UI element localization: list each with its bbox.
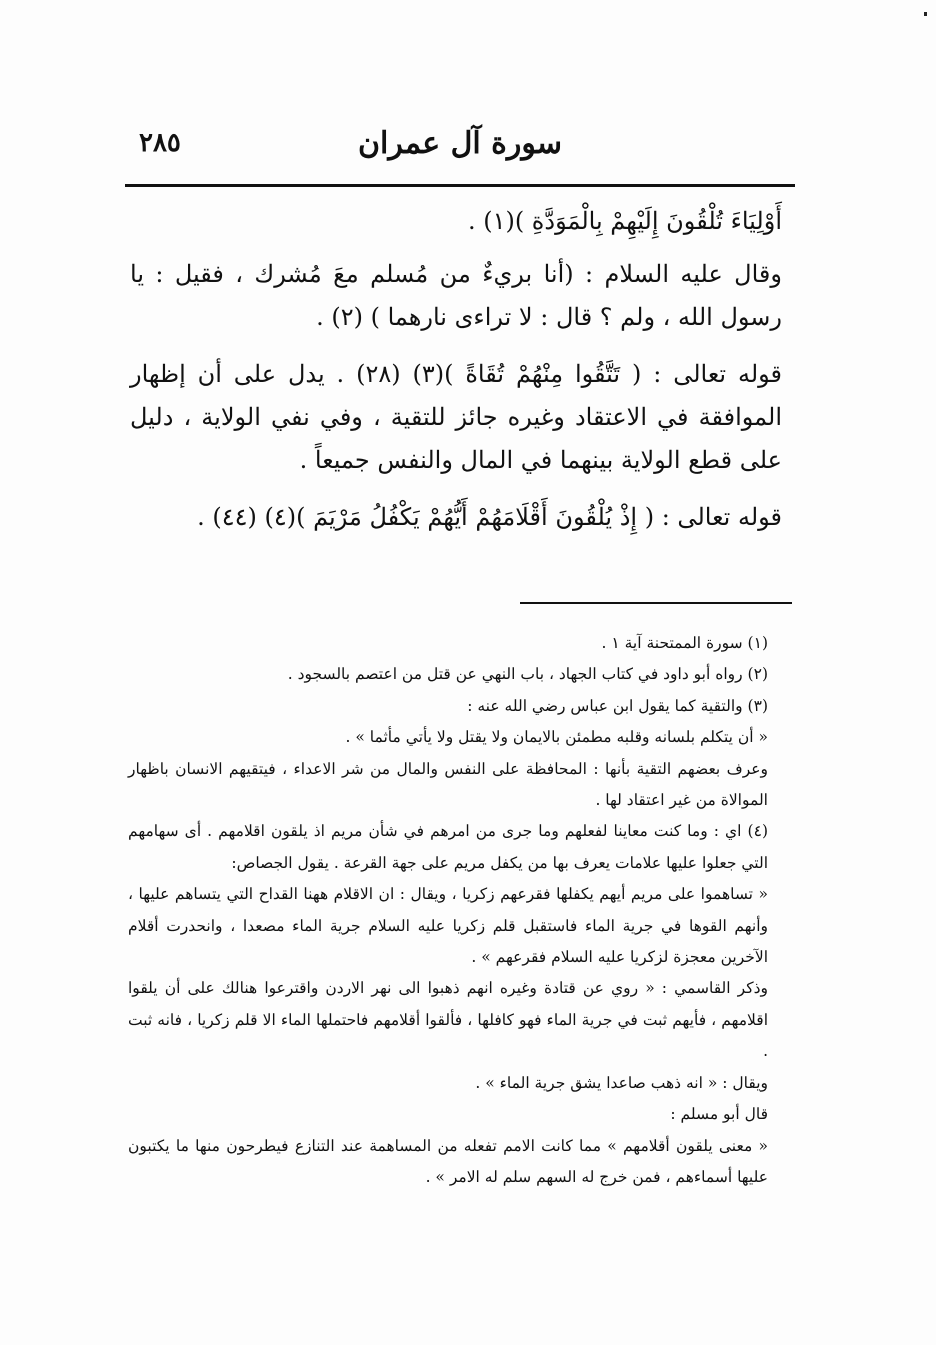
- footnote-text: وعرف بعضهم التقية بأنها : المحافظة على النفس والمال من شر الاعداء ، فيتقيهم الانسان باظهار الموالاة من غير اعتقاد لها .: [128, 759, 768, 810]
- main-paragraph: وقال عليه السلام : (أنا بريءٌ من مُسلم معَ مُشرك ، فقيل : يا رسول الله ، ولم ؟ قال : لا تراءى نارهما ) (٢) .: [130, 260, 782, 331]
- page-number: ٢٨٥: [139, 128, 181, 158]
- footnote: (٣) والتقية كما يقول ابن عباس رضي الله عنه :: [467, 696, 768, 715]
- main-paragraph: قوله تعالى : ( تَتَّقُوا مِنْهُمْ تُقَاةً )(٣) (٢٨) . يدل على أن إظهار الموافقة في الاعتقاد وغيره جائز للتقية ، وفي نفي الولاية ، دليل على قطع الولاية بينهما في المال والنفس جميعاً .: [130, 360, 783, 474]
- footnote-quote: « أن يتكلم بلسانه وقلبه مطمئن بالايمان ولا يقتل ولا يأتي مأثما » .: [345, 728, 768, 747]
- footnote-text: وذكر القاسمي : « روي عن قتادة وغيره انهم ذهبوا الى نهر الاردن واقترعوا هنالك على أن يلقوا اقلامهم ، فأيهم ثبت في جرية الماء فهو كافلها ، فألقوا أقلامهم فاحتملها الماء الا قلم زكريا ، فانه ثبت .: [128, 979, 768, 1061]
- header-rule: [125, 184, 795, 187]
- page-header: [125, 120, 795, 170]
- main-paragraph: قوله تعالى : ( إِذْ يُلْقُونَ أَقْلَامَهُمْ أَيُّهُمْ يَكْفُلُ مَرْيَمَ )(٤) (٤٤) .: [197, 503, 782, 531]
- surah-title: سورة آل عمران: [357, 126, 563, 161]
- main-paragraph: أَوْلِيَاءَ تُلْقُونَ إِلَيْهِمْ بِالْمَوَدَّةِ )(١) .: [467, 207, 782, 235]
- footnotes: [128, 628, 796, 1193]
- footnote: (٤) اي : وما كنت معاينا لفعلهم وما جرى من امرهم في شأن مريم اذ يلقون اقلامهم . أى سهامهم التي جعلوا عليها علامات يعرف بها من يكفل مريم على جهة القرعة . يقول الجصاص:: [128, 822, 768, 872]
- footnote: (٢) رواه أبو داود في كتاب الجهاد ، باب النهي عن قتل من اعتصم بالسجود .: [287, 665, 768, 684]
- footnote-rule: [520, 602, 792, 604]
- footnote-text: قال أبو مسلم :: [670, 1105, 768, 1124]
- footnote-text: ويقال : « انه ذهب صاعدا يشق جرية الماء » .: [475, 1073, 768, 1092]
- scan-speck: [924, 12, 927, 16]
- footnote-quote: « معنى يلقون أقلامهم » مما كانت الامم تفعله من المساهمة عند التنازع فيطرحون منها ما يكتبون عليها أسماءهم ، فمن خرج له السهم سلم له الامر » .: [128, 1136, 768, 1186]
- main-text: [130, 200, 782, 553]
- footnote: (١) سورة الممتحنة آية ١ .: [601, 634, 768, 652]
- footnote-quote: « تساهموا على مريم أيهم يكفلها فقرعهم زكريا ، ويقال : ان الاقلام ههنا القداح التي يتساهم عليها ، وأنهم القوها في جرية الماء فاستقبل قلم زكريا عليه السلام جرية الماء مصعدا ، وانحدرت أقلام الآخرين معجزة لزكريا عليه السلام فقرعهم » .: [128, 885, 768, 967]
